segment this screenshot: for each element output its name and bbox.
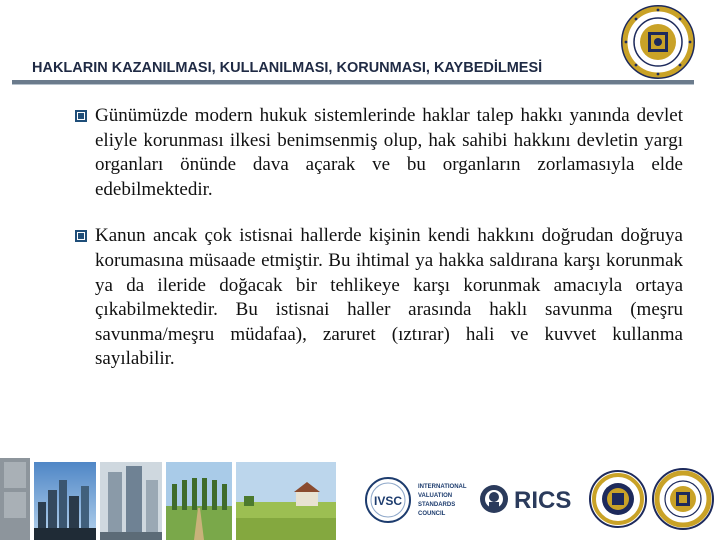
checkbox-bullet-icon (75, 110, 87, 122)
rics-label: RICS (514, 487, 572, 514)
ivsc-text-4: COUNCIL (418, 511, 446, 517)
rics-logo (476, 462, 582, 536)
bullet-item (75, 224, 683, 372)
field-photo (236, 462, 336, 540)
content-body (75, 104, 683, 394)
tower-photo (100, 462, 162, 540)
university-seal-icon (620, 4, 696, 80)
header-divider-accent (12, 84, 694, 85)
anniversary-seal-icon (588, 462, 648, 536)
page-title: HAKLARIN KAZANILMASI, KULLANILMASI, KORUNMASI, KAYBEDİLMESİ (32, 60, 543, 76)
ivsc-label: IVSC (373, 494, 403, 508)
university-seal-icon (650, 462, 716, 536)
lion-icon (480, 485, 508, 513)
ivsc-logo (362, 462, 474, 536)
bullet-text: Günümüzde modern hukuk sistemlerinde haklar talep hakkı yanında devlet eliyle korunması ilkesi benimsenmiş olup, hak sahibi hakkını devletin yargı organları önünde dava açarak ve bu organların zorlamasıyla elde edebilmektedir. (95, 105, 683, 200)
city-photo (34, 462, 96, 540)
checkbox-bullet-icon (75, 230, 87, 242)
bullet-text: Kanun ancak çok istisnai hallerde kişinin kendi hakkını doğrudan doğruya korumasına müsaade etmiştir. Bu ihtimal ya hakka saldırana karşı korunmak ya da ileride doğacak bir tehlikeye karşı korunmak amacıyla ortaya çıkabilmektedir. Bu istisnai haller arasında haklı savunma (meşru savunma/meşru müdafaa), zaruret (ıztırar) hali ve kuvvet kullanma sayılabilir. (95, 225, 683, 370)
bullet-item (75, 104, 683, 202)
ivsc-text-1: INTERNATIONAL (418, 484, 467, 490)
footer-left-strip (0, 458, 30, 540)
landscape-photo (166, 462, 232, 540)
ivsc-text-2: VALUATION (418, 493, 453, 499)
ivsc-text-3: STANDARDS (418, 502, 456, 508)
